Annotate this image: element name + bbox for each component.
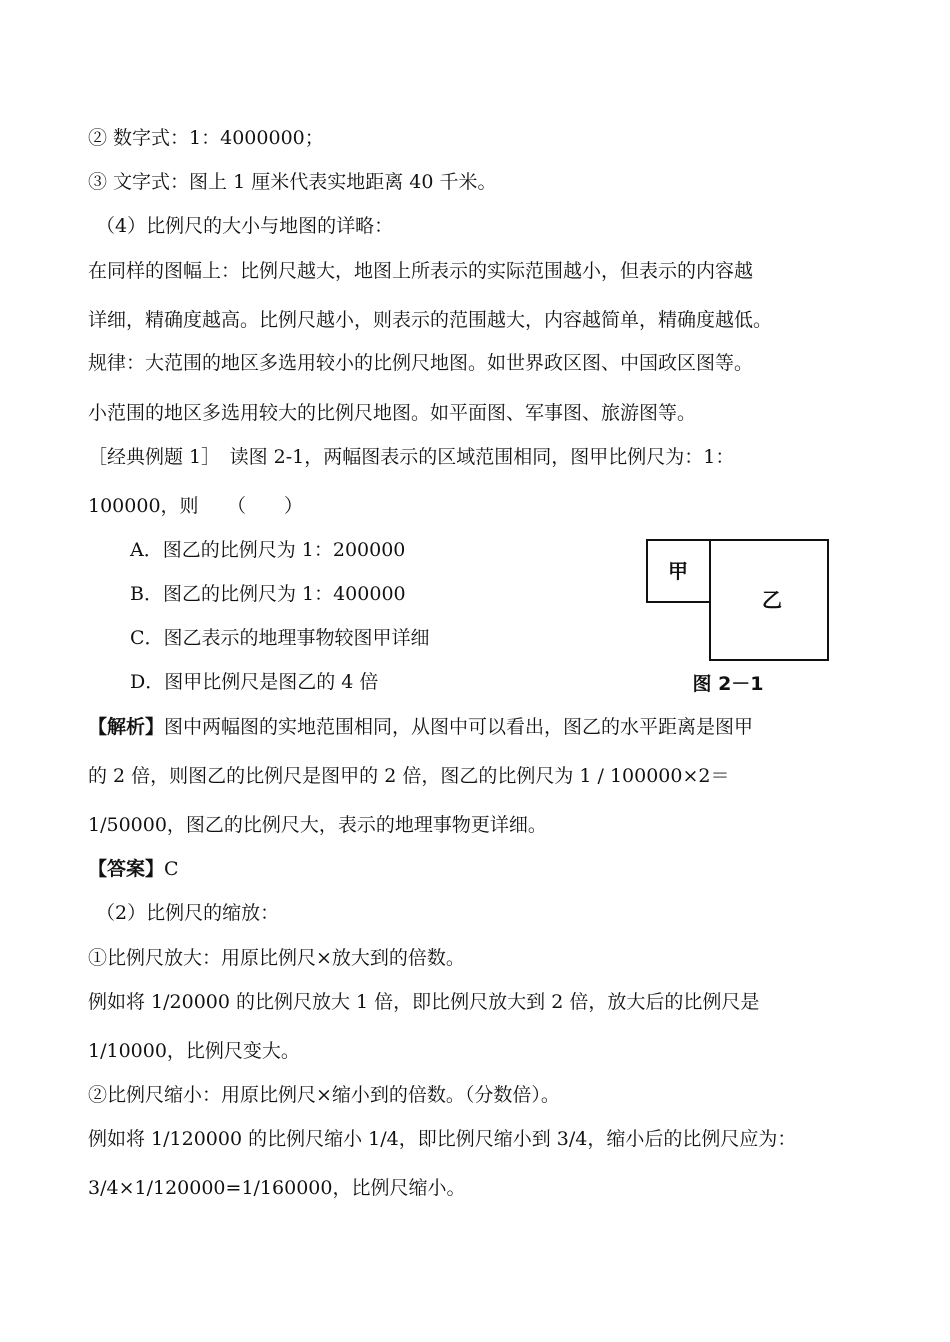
label-yi: 乙 bbox=[762, 588, 782, 612]
text-line: 1/10000，比例尺变大。 bbox=[88, 1040, 300, 1062]
text-line: 小范围的地区多选用较大的比例尺地图。如平面图、军事图、旅游图等。 bbox=[88, 402, 697, 424]
analysis-tag: 【解析】 bbox=[88, 716, 165, 738]
analysis-line-1 bbox=[88, 715, 753, 739]
text-line: 例如将 1/20000 的比例尺放大 1 倍，即比例尺放大到 2 倍，放大后的比例尺是 bbox=[88, 991, 760, 1013]
analysis-line-2: 的 2 倍，则图乙的比例尺是图甲的 2 倍，图乙的比例尺为 1 / 100000×2＝ bbox=[88, 765, 730, 787]
option-c: C．图乙表示的地理事物较图甲详细 bbox=[130, 627, 430, 649]
text-line: ② 数字式：1：4000000； bbox=[88, 127, 324, 149]
text-line: 详细，精确度越高。比例尺越小，则表示的范围越大，内容越简单，精确度越低。 bbox=[88, 309, 773, 331]
text-line: 在同样的图幅上：比例尺越大，地图上所表示的实际范围越小，但表示的内容越 bbox=[88, 260, 754, 282]
figure-caption: 图 2－1 bbox=[692, 673, 764, 695]
option-d: D．图甲比例尺是图乙的 4 倍 bbox=[130, 671, 379, 693]
example-question: ［经典例题 1］ 读图 2-1，两幅图表示的区域范围相同，图甲比例尺为：1： bbox=[88, 446, 735, 468]
text-line: ①比例尺放大：用原比例尺×放大到的倍数。 bbox=[88, 947, 465, 969]
example-question-cont: 100000，则 （ ） bbox=[88, 495, 304, 517]
section-heading: （4）比例尺的大小与地图的详略： bbox=[96, 215, 394, 237]
answer-tag: 【答案】 bbox=[88, 858, 165, 880]
text-line: ③ 文字式：图上 1 厘米代表实地距离 40 千米。 bbox=[88, 171, 497, 193]
text-line: 3/4×1/120000=1/160000，比例尺缩小。 bbox=[88, 1177, 466, 1199]
figure-2-1 bbox=[640, 532, 840, 697]
answer-line bbox=[88, 857, 179, 881]
label-jia: 甲 bbox=[668, 559, 688, 583]
text-line: ②比例尺缩小：用原比例尺×缩小到的倍数。（分数倍）。 bbox=[88, 1084, 560, 1106]
analysis-text: 图中两幅图的实地范围相同，从图中可以看出，图乙的水平距离是图甲 bbox=[164, 716, 754, 738]
option-b: B．图乙的比例尺为 1：400000 bbox=[130, 583, 406, 605]
analysis-line-3: 1/50000，图乙的比例尺大，表示的地理事物更详细。 bbox=[88, 814, 547, 836]
answer-value: C bbox=[164, 858, 179, 880]
text-line: 规律：大范围的地区多选用较小的比例尺地图。如世界政区图、中国政区图等。 bbox=[88, 352, 754, 374]
text-line: 例如将 1/120000 的比例尺缩小 1/4，即比例尺缩小到 3/4，缩小后的比例尺应为： bbox=[88, 1128, 797, 1150]
option-a: A．图乙的比例尺为 1：200000 bbox=[130, 539, 406, 561]
section-heading: （2）比例尺的缩放： bbox=[96, 902, 280, 924]
